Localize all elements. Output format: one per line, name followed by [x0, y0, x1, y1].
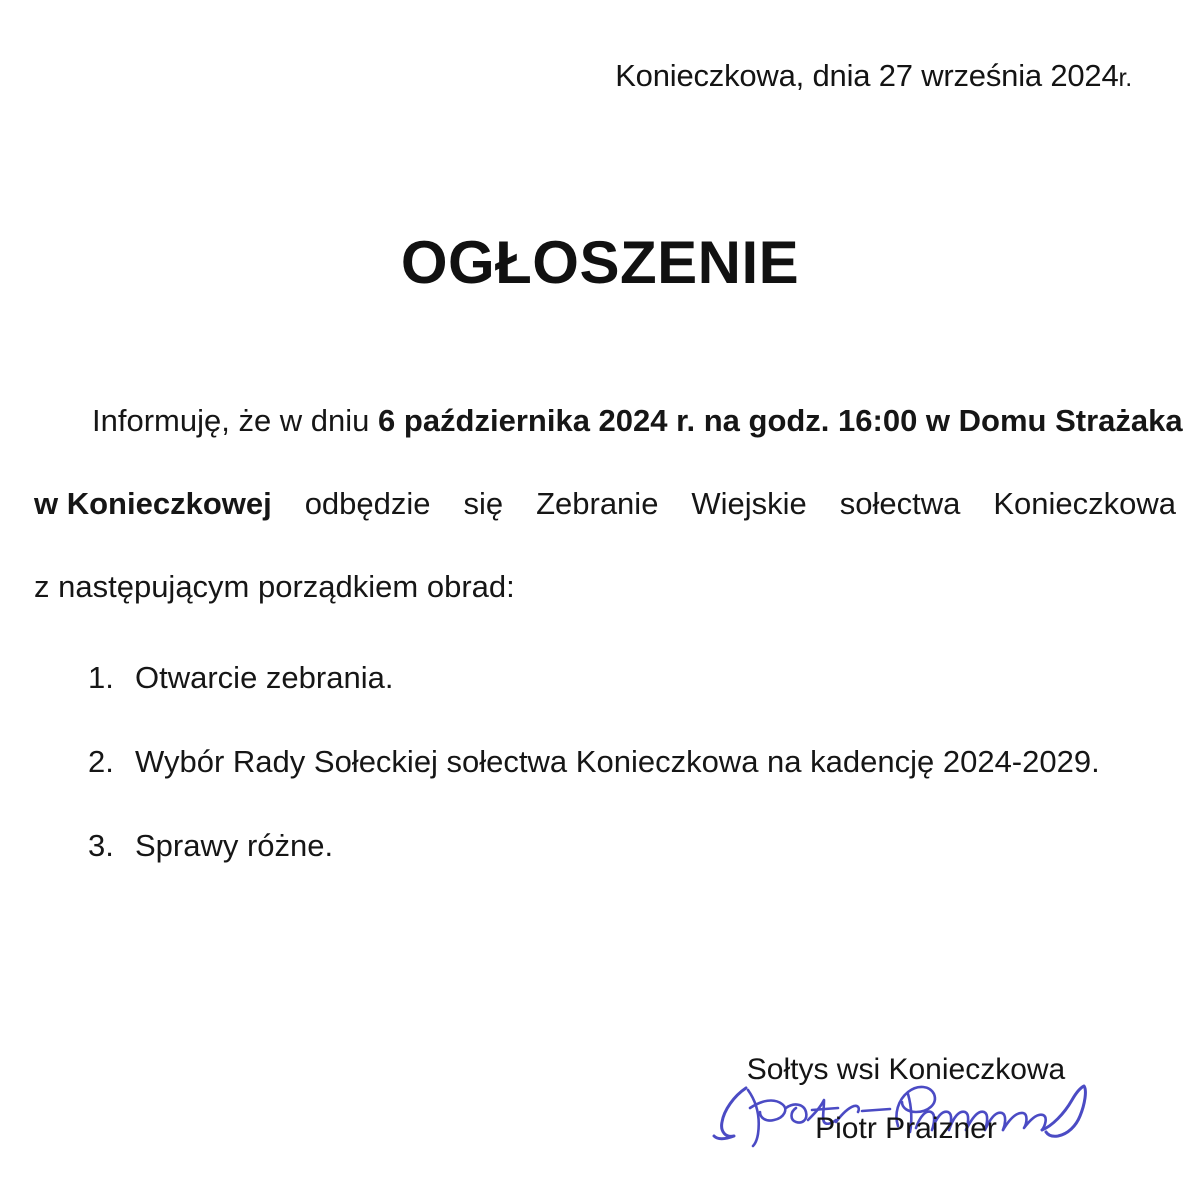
paragraph-line-2-word-4: sołectwa: [839, 486, 961, 521]
paragraph-line-2-word-0: odbędzie: [304, 486, 431, 521]
place-date-text: Konieczkowa, dnia 27 września 2024: [615, 58, 1119, 93]
paragraph-line-2-word-1: się: [463, 486, 504, 521]
place-and-date: [0, 58, 1132, 94]
paragraph-line-3: z następującym porządkiem obrad:: [34, 569, 515, 604]
list-item: [88, 657, 1148, 699]
paragraph-line-1: [34, 379, 1183, 462]
page-title: OGŁOSZENIE: [400, 229, 800, 296]
paragraph-line-1-bold: 6 października 2024 r. na godz. 16:00 w Domu Strażaka: [378, 403, 1183, 438]
agenda-list: [88, 657, 1148, 909]
paragraph-line-2-word-5: Konieczkowa: [993, 486, 1176, 521]
agenda-item-text: Otwarcie zebrania.: [135, 660, 394, 695]
agenda-item-number: 1.: [88, 660, 114, 695]
agenda-item-number: 3.: [88, 828, 114, 863]
paragraph-line-2-bold: w Konieczkowej: [34, 486, 272, 521]
paragraph-line-2: [34, 462, 1176, 545]
place-date-suffix: r.: [1118, 64, 1132, 92]
signature-name: Piotr Praizner: [815, 1112, 997, 1145]
announcement-paragraph: [34, 379, 1183, 628]
agenda-item-number: 2.: [88, 744, 114, 779]
agenda-item-text: Wybór Rady Sołeckiej sołectwa Konieczkowa na kadencję 2024-2029.: [135, 744, 1100, 779]
signature-block: [736, 1052, 1076, 1146]
paragraph-line-2-word-3: Wiejskie: [691, 486, 807, 521]
agenda-item-text: Sprawy różne.: [135, 828, 334, 863]
paragraph-line-1-regular: Informuję, że w dniu: [92, 403, 379, 438]
signature-role: Sołtys wsi Konieczkowa: [746, 1053, 1066, 1086]
paragraph-line-2-word-2: Zebranie: [536, 486, 659, 521]
list-item: [88, 741, 1148, 783]
list-item: [88, 825, 1148, 867]
announcement-body: [34, 379, 1183, 628]
